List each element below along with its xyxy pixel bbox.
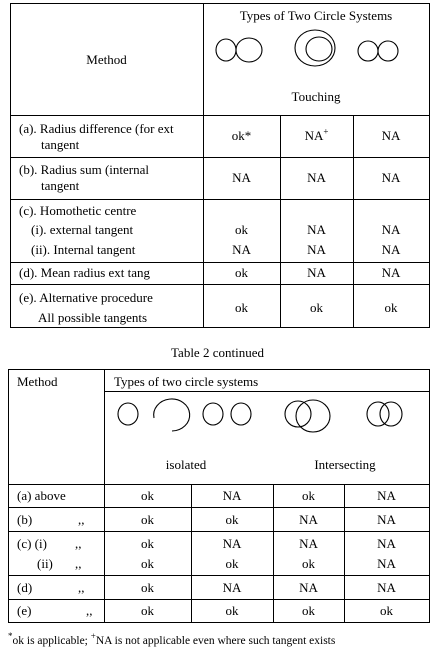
touching-label: Touching <box>291 89 341 104</box>
footnote-text-1: ok is applicable; <box>12 635 91 647</box>
row-e-label-line1: (e). Alternative procedure <box>19 290 153 305</box>
row-b-value-1: NA <box>232 170 251 185</box>
row-b-value-2: NA <box>307 170 326 185</box>
t2-row-c-ii-value-2: ok <box>225 556 239 571</box>
row-a-touching-equal: NA <box>381 128 401 143</box>
touching-circles-internal-icon <box>294 28 344 68</box>
intersecting-circles-unequal-icon <box>284 399 334 439</box>
t2-row-b-value-3: NA <box>299 512 318 527</box>
row-e-value-3: ok <box>384 300 398 315</box>
t2-row-c-ii-ditto: ,, <box>75 556 82 571</box>
t2-row-d-value-3: NA <box>299 580 318 595</box>
t2-row-e-value-3: ok <box>302 603 315 618</box>
row-d-value-3: NA <box>381 265 401 280</box>
row-c-i-value-1: ok <box>235 222 248 237</box>
row-c-label: (c). Homothetic centre <box>19 203 137 218</box>
t2-row-a-value-1: ok <box>141 488 154 503</box>
isolated-label: isolated <box>165 457 207 472</box>
method-header: Method <box>86 52 127 67</box>
t2-row-c-i-label: (c) (i) <box>17 536 47 551</box>
intersecting-circles-equal-icon <box>366 401 406 431</box>
row-b-value-3: NA <box>381 170 401 185</box>
footnote <box>8 633 335 649</box>
method-header-2: Method <box>17 374 58 389</box>
t2-row-b-value-4: NA <box>377 512 396 527</box>
t2-row-c-i-value-3: NA <box>299 536 318 551</box>
isolated-circles-equal-icon <box>202 402 254 430</box>
table-caption: Table 2 continued <box>171 345 264 360</box>
t2-row-e-value-4: ok <box>380 603 393 618</box>
t2-row-c-i-value-1: ok <box>141 536 154 551</box>
row-d-label: (d). Mean radius ext tang <box>19 265 151 280</box>
footnote-mark-2: + <box>90 631 96 642</box>
row-b-label-line1: (b). Radius sum (internal <box>19 162 149 177</box>
t2-row-d-value-2: NA <box>222 580 242 595</box>
t2-row-c-ii-value-4: NA <box>377 556 396 571</box>
t2-row-e-value-1: ok <box>141 603 154 618</box>
t2-row-b-ditto: ,, <box>78 512 85 527</box>
row-c-ii-value-3: NA <box>381 242 401 257</box>
t2-row-b-label: (b) <box>17 512 33 527</box>
t2-row-d-value-1: ok <box>141 580 154 595</box>
t2-row-a-value-2: NA <box>222 488 242 503</box>
t2-row-c-i-value-2: NA <box>222 536 242 551</box>
row-d-value-2: NA <box>307 265 326 280</box>
row-a-label-line1: (a). Radius difference (for ext <box>19 121 174 136</box>
intersecting-label: Intersecting <box>314 457 376 472</box>
t2-row-e-value-2: ok <box>225 603 239 618</box>
row-c-i-value-3: NA <box>381 222 401 237</box>
isolated-circles-unequal-icon <box>117 398 189 438</box>
footnote-mark-1: * <box>8 631 13 642</box>
touching-circles-equal-icon <box>357 39 407 67</box>
types-header-2: Types of two circle systems <box>114 374 259 389</box>
row-c-ii-value-1: NA <box>232 242 251 257</box>
t2-row-d-label: (d) <box>17 580 33 595</box>
row-c-ii-label: (ii). Internal tangent <box>31 242 136 257</box>
row-a-label-line2: tangent <box>41 137 80 152</box>
t2-row-c-ii-label: (ii) <box>37 556 53 571</box>
t2-row-e-ditto: ,, <box>86 603 93 618</box>
row-c-i-label: (i). external tangent <box>31 222 134 237</box>
row-a-touching-ext: ok* <box>231 128 252 143</box>
t2-row-c-ii-value-3: ok <box>302 556 315 571</box>
t2-row-b-value-1: ok <box>141 512 154 527</box>
row-a-touching-int: NA+ <box>304 126 329 143</box>
t2-row-c-ii-value-1: ok <box>141 556 154 571</box>
t2-row-a-value-4: NA <box>377 488 396 503</box>
row-d-value-1: ok <box>235 265 248 280</box>
types-header: Types of Two Circle Systems <box>239 8 393 23</box>
t2-row-c-i-ditto: ,, <box>75 536 82 551</box>
row-c-i-value-2: NA <box>307 222 326 237</box>
t2-row-a-label: (a) above <box>17 488 66 503</box>
row-e-value-2: ok <box>310 300 323 315</box>
row-e-label-line2: All possible tangents <box>38 310 148 325</box>
t2-row-d-value-4: NA <box>377 580 396 595</box>
row-e-value-1: ok <box>235 300 248 315</box>
footnote-text-2: NA is not applicable even where such tangent exists <box>95 635 336 647</box>
row-b-label-line2: tangent <box>41 178 80 193</box>
t2-row-e-label: (e) <box>17 603 32 618</box>
touching-circles-external-icon <box>216 37 270 69</box>
t2-row-d-ditto: ,, <box>78 580 85 595</box>
t2-row-b-value-2: ok <box>225 512 239 527</box>
row-c-ii-value-2: NA <box>307 242 326 257</box>
t2-row-c-i-value-4: NA <box>377 536 396 551</box>
t2-row-a-value-3: ok <box>302 488 315 503</box>
